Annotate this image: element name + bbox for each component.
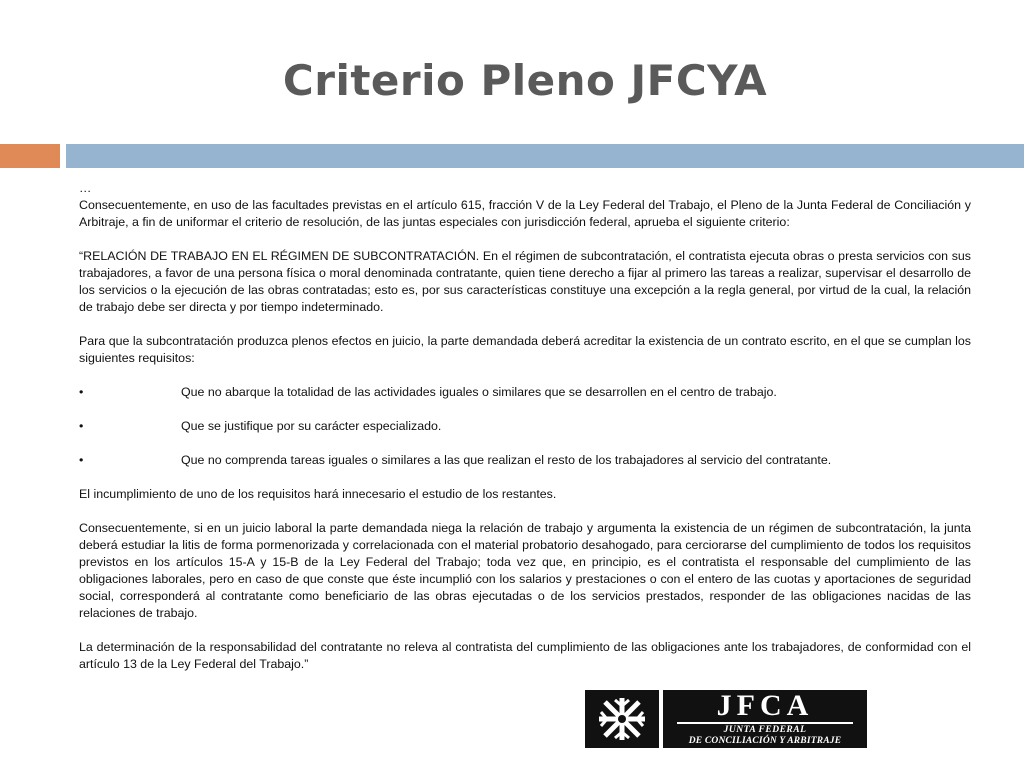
- bullet-icon: •: [79, 419, 84, 433]
- ellipsis: …: [79, 181, 92, 195]
- accent-bar-orange: [0, 144, 60, 168]
- logo-line-1: JUNTA FEDERAL: [723, 725, 807, 735]
- bullet-text: Que no comprenda tareas iguales o similares a las que realizan el resto de los trabajadores al servicio del contratante.: [181, 453, 832, 467]
- list-item: [79, 418, 971, 435]
- bullet-icon: •: [79, 385, 84, 399]
- paragraph-2: “RELACIÓN DE TRABAJO EN EL RÉGIMEN DE SUBCONTRATACIÓN. En el régimen de subcontratación, el contratista ejecuta obras o presta servicios con sus trabajadores, a favor de una persona física o moral denominada contratante, quien tiene derecho a fijar al primero las tareas a realizar, supervisar el desarrollo de los servicios o la ejecución de las obras contratadas; esto es, por sus características constituye una excepción a la regla general, por virtud de la cual, la relación de trabajo debe ser directa y por tiempo indeterminado.: [79, 249, 971, 314]
- logo-divider: [677, 722, 853, 724]
- snowflake-emblem-icon: [585, 690, 663, 748]
- accent-bar-blue: [66, 144, 1024, 168]
- logo-line-2: DE CONCILIACIÓN Y ARBITRAJE: [688, 736, 842, 746]
- logo-text: [663, 690, 867, 748]
- paragraph-4: El incumplimiento de uno de los requisitos hará innecesario el estudio de los restantes.: [79, 487, 557, 501]
- paragraph-3: Para que la subcontratación produzca plenos efectos en juicio, la parte demandada deberá acreditar la existencia de un contrato escrito, en el que se cumplan los siguientes requisitos:: [79, 334, 971, 365]
- body-text: [79, 180, 971, 690]
- list-item: [79, 452, 971, 469]
- paragraph-5: Consecuentemente, si en un juicio laboral la parte demandada niega la relación de trabajo y argumenta la existencia de un régimen de subcontratación, la junta deberá estudiar la litis de forma pormenorizada y correlacionada con el material probatorio desahogado, para cerciorarse del cumplimiento de todos los requisitos previstos en los artículos 15-A y 15-B de la Ley Federal del Trabajo; toda vez que, en principio, es el contratista el responsable del cumplimiento de las obligaciones laborales, pero en caso de que conste que éste incumplió con los salarios y prestaciones o con el entero de las cuotas y aportaciones de seguridad social, corresponderá al contratante como beneficiario de las obras ejecutadas o de los servicios prestados, responder de las obligaciones nacidas de las relaciones de trabajo.: [79, 521, 971, 620]
- paragraph-1: Consecuentemente, en uso de las facultades previstas en el artículo 615, fracción V de la Ley Federal del Trabajo, el Pleno de la Junta Federal de Conciliación y Arbitraje, a fin de uniformar el criterio de resolución, de las juntas especiales con jurisdicción federal, aprueba el siguiente criterio:: [79, 198, 971, 229]
- bullet-text: Que no abarque la totalidad de las actividades iguales o similares que se desarrollen en el centro de trabajo.: [181, 385, 777, 399]
- paragraph-6: La determinación de la responsabilidad del contratante no releva al contratista del cumplimiento de las obligaciones ante los trabajadores, de conformidad con el artículo 13 de la Ley Federal del Trabajo.”: [79, 640, 971, 671]
- list-item: [79, 384, 971, 401]
- logo-name: JFCA: [716, 689, 814, 722]
- jfca-logo: [585, 690, 867, 748]
- bullet-text: Que se justifique por su carácter especializado.: [181, 419, 442, 433]
- bullet-icon: •: [79, 453, 84, 467]
- slide-title: Criterio Pleno JFCYA: [282, 56, 768, 105]
